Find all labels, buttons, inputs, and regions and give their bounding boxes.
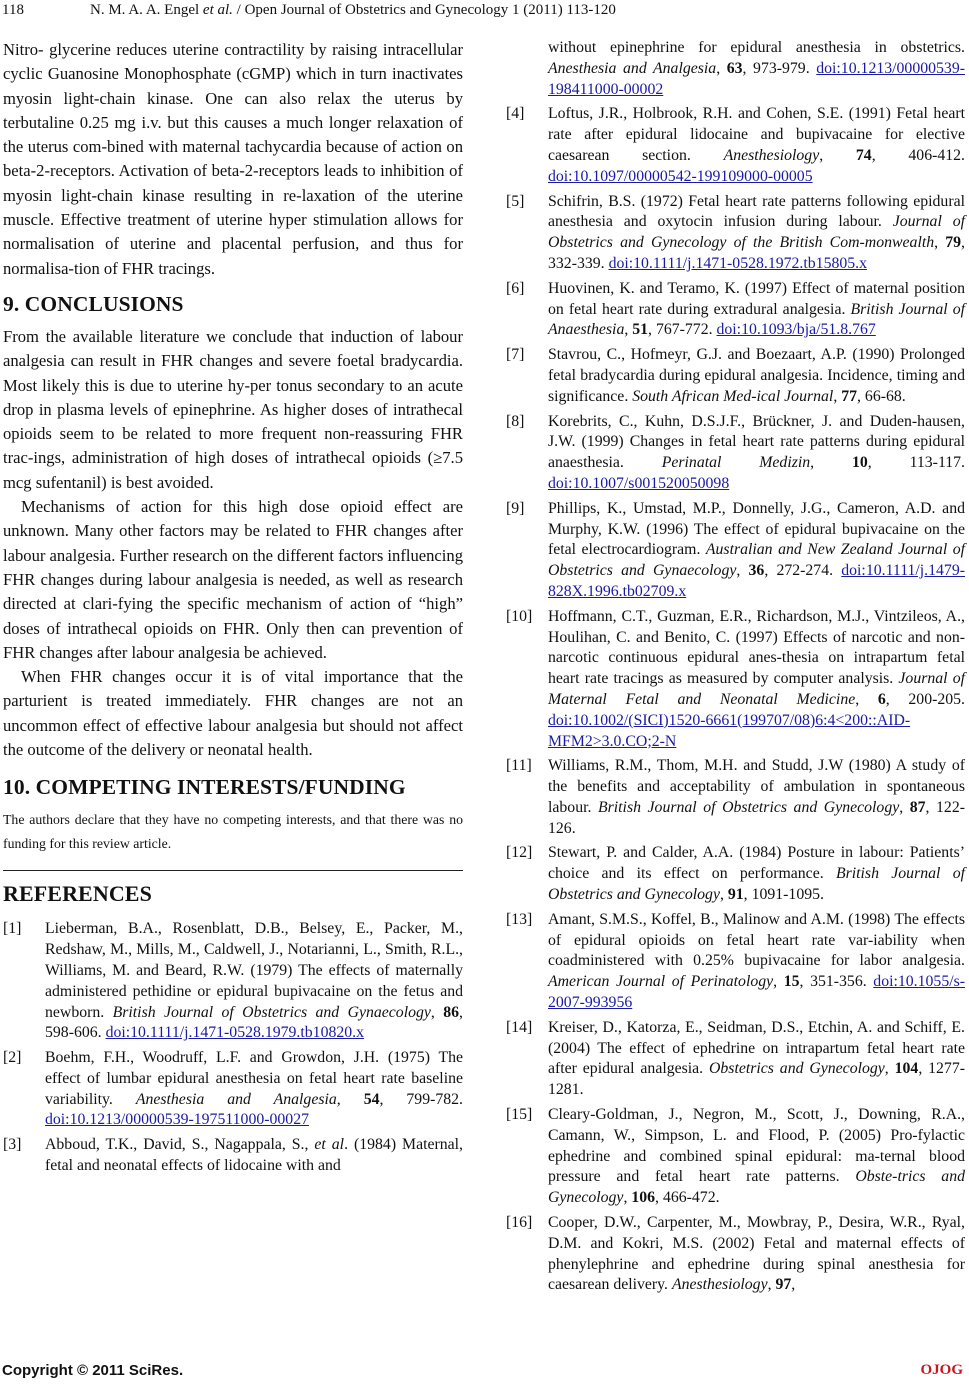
- reference-body: Huovinen, K. and Teramo, K. (1997) Effect of maternal position on fetal heart rate during extradural analgesia. British Journal of Anaesthesia, 51, 767-772. doi:10.1093/bja/51.8.767: [548, 279, 965, 339]
- reference-body: Williams, R.M., Thom, M.H. and Studd, J.W (1980) A study of the benefits and acceptability of ambulation in spontaneous labour. British Journal of Obstetrics and Gynecology, 87, 122-126.: [548, 757, 965, 837]
- reference-volume: 86: [443, 1003, 460, 1021]
- reference-number: [13]: [506, 910, 533, 928]
- reference-item: [506, 279, 965, 341]
- right-column: [506, 38, 965, 1300]
- reference-journal: Anesthesia and Analgesia: [548, 59, 717, 77]
- reference-body: Cooper, D.W., Carpenter, M., Mowbray, P., Desira, W.R., Ryal, D.M. and Kokri, M.S. (2002) Fetal and maternal effects of phenylephrine and ephedrine during spinal anesthesia for caesarean delivery. Anesthesiology, 97,: [548, 1214, 965, 1294]
- reference-number: [3]: [3, 1136, 22, 1154]
- reference-item: [506, 499, 965, 603]
- reference-body: Loftus, J.R., Holbrook, R.H. and Cohen, S.E. (1991) Fetal heart rate after epidural lidocaine and bupivacaine for elective caesarean section. Anesthesiology, 74, 406-412. doi:10.1097/00000542-199109000-00005: [548, 105, 965, 185]
- reference-item: [506, 1105, 965, 1209]
- reference-text: Cooper, D.W., Carpenter, M., Mowbray, P., Desira, W.R., Ryal, D.M. and Kokri, M.S. (2002) Fetal and maternal effects of phenylephrine and ephedrine during spinal anesthesia for caesarean delivery.: [548, 1214, 965, 1294]
- reference-volume: 54: [363, 1090, 380, 1108]
- header-etal: et al.: [202, 2, 233, 18]
- doi-link[interactable]: doi:10.1111/j.1471-0528.1972.tb15805.x: [608, 254, 868, 272]
- references-divider: [3, 870, 463, 871]
- reference-item-continued: [506, 38, 965, 100]
- reference-text: Korebrits, C., Kuhn, D.S.J.F., Brückner, J. and Duden-hausen, J.W. (1999) Changes in fetal heart rate patterns during epidural anaesthesia.: [548, 412, 965, 472]
- reference-pages: , 200-205.: [885, 690, 966, 708]
- reference-item: [506, 104, 965, 187]
- header-authors: N. M. A. A. Engel: [90, 2, 203, 18]
- reference-number: [8]: [506, 412, 525, 430]
- reference-body: Cleary-Goldman, J., Negron, M., Scott, J., Downing, R.A., Camann, W., Simpson, L. and Flood, P. (2005) Pro-fylactic ephedrine and combined spinal epidural: ma-ternal blood pressure and fetal heart rate patterns. Obste-trics and Gynecology, 106, 466-472.: [548, 1106, 965, 1207]
- reference-text: Phillips, K., Umstad, M.P., Donnelly, J.G., Cameron, A.D. and Murphy, K.W. (1996) The effect of epidural bupivacaine on the fetal electrocardiogram.: [548, 499, 965, 559]
- reference-journal: Anesthesia and Analgesia: [135, 1090, 337, 1108]
- reference-volume: 77: [841, 387, 858, 405]
- reference-journal: Anesthesiology: [671, 1276, 768, 1294]
- reference-pages: , 122-126.: [548, 798, 965, 837]
- reference-number: [9]: [506, 499, 525, 517]
- reference-text: Kreiser, D., Katorza, E., Seidman, D.S., Etchin, A. and Schiff, E. (2004) The effect of ephedrine on intrapartum fetal heart rate after epidural analgesia.: [548, 1018, 965, 1078]
- doi-link[interactable]: doi:10.1007/s001520050098: [548, 474, 730, 492]
- reference-volume: 97: [775, 1276, 792, 1294]
- competing-interests-text: The authors declare that they have no competing interests, and that there was no funding for this review article.: [3, 812, 463, 852]
- reference-pages: , 332-339.: [548, 234, 965, 272]
- reference-continuation: without epinephrine for epidural anesthesia in obstetrics.: [548, 39, 965, 56]
- reference-pages: , 1091-1095.: [743, 886, 824, 904]
- reference-number: [4]: [506, 105, 525, 123]
- reference-pages: , 113-117.: [867, 454, 965, 472]
- reference-body: Hoffmann, C.T., Guzman, E.R., Richardson, M.J., Vintzileos, A., Houlihan, C. and Benito, C. (1997) Effects of narcotic and non-narcotic continuous epidural anes-thesia on intrapartum fetal heart rate tracings as measured by computer analysis. Journal of Maternal Fetal and Neonatal Medicine, 6, 200-205. doi:10.1002/(SICI)1520-6661(199707/08)6:4<200::AID-MFM2>3.0.CO;2-N: [548, 607, 966, 750]
- reference-text: Boehm, F.H., Woodruff, L.F. and Growdon, J.H. (1975) The effect of lumbar epidural anesthesia on fetal heart rate baseline variability.: [45, 1049, 463, 1108]
- reference-journal: Perinatal Medizin: [661, 454, 811, 472]
- section-9-heading: 9. CONCLUSIONS: [3, 291, 184, 316]
- reference-volume: 63: [726, 59, 743, 77]
- reference-body: Stewart, P. and Calder, A.A. (1984) Posture in labour: Patients’ choice and its effect on performance. British Journal of Obstetrics and Gynecology, 91, 1091-1095.: [548, 844, 965, 904]
- reference-pages: ,: [791, 1276, 796, 1294]
- reference-number: [6]: [506, 279, 525, 297]
- doi-link[interactable]: doi:10.1093/bja/51.8.767: [716, 321, 876, 339]
- reference-journal: Australian and New Zealand Journal of Obstetrics and Gynaecology: [548, 541, 965, 580]
- reference-pages: , 66-68.: [857, 387, 906, 405]
- reference-volume: 106: [631, 1189, 656, 1207]
- reference-pages: , 767-772.: [648, 321, 717, 339]
- reference-volume: 87: [909, 798, 926, 816]
- reference-pages: , 351-356.: [799, 973, 874, 991]
- reference-journal: British Journal of Obstetrics and Gynaecology: [112, 1003, 431, 1021]
- reference-text: Cleary-Goldman, J., Negron, M., Scott, J., Downing, R.A., Camann, W., Simpson, L. and Flood, P. (2005) Pro-fylactic ephedrine and combined spinal epidural: ma-ternal blood pressure and fetal heart rate patterns.: [548, 1106, 965, 1186]
- doi-link[interactable]: doi:10.1213/00000539-198411000-00002: [548, 59, 965, 98]
- reference-volume: 36: [748, 562, 765, 580]
- reference-volume: 15: [783, 973, 800, 991]
- doi-link[interactable]: doi:10.1002/(SICI)1520-6661(199707/08)6:4<200::AID-MFM2>3.0.CO;2-N: [548, 711, 911, 750]
- reference-volume: 104: [894, 1060, 919, 1078]
- journal-abbreviation: OJOG: [920, 1362, 963, 1378]
- reference-journal: Obstetrics and Gynecology: [709, 1060, 885, 1078]
- reference-pages: , 406-412.: [871, 146, 965, 164]
- reference-body: Phillips, K., Umstad, M.P., Donnelly, J.G., Cameron, A.D. and Murphy, K.W. (1996) The effect of epidural bupivacaine on the fetal electrocardiogram. Australian and New Zealand Journal of Obstetrics and Gynaecology, 36, 272-274. doi:10.1111/j.1479-828X.1996.tb02709.x: [548, 499, 965, 600]
- doi-link[interactable]: doi:10.1097/00000542-199109000-00005: [548, 167, 813, 185]
- reference-body: Schifrin, B.S. (1972) Fetal heart rate patterns following epidural anesthesia and oxytocin infusion during labour. Journal of Obstetrics and Gynecology of the British Com-monwealth, 79, 332-339. doi:10.1111/j.1471-0528.1972.tb15805.x: [548, 192, 965, 272]
- reference-body: without epinephrine for epidural anesthesia in obstetrics. Anesthesia and Analgesia, 63, 973-979. doi:10.1213/00000539-198411000-00002: [548, 39, 965, 98]
- reference-text: Williams, R.M., Thom, M.H. and Studd, J.W (1980) A study of the benefits and acceptability of ambulation in spontaneous labour.: [548, 757, 965, 816]
- conclusions-paragraph-1: From the available literature we conclude that induction of labour analgesia can result in FHR changes and severe foetal bradycardia. Most likely this is due to uterine hy-per tonus secondary to an acute drop in plasma levels of epinephrine. As higher doses of intrathecal opioids seem to be related to more frequent non-reassuring FHR trac-ings, administration of high doses of intrathecal opioids (≥7.5 mcg sufentanil) is best avoided.: [3, 326, 463, 492]
- reference-number: [5]: [506, 192, 525, 210]
- doi-link[interactable]: doi:10.1111/j.1471-0528.1979.tb10820.x: [105, 1024, 365, 1042]
- reference-journal: Journal of Maternal Fetal and Neonatal Medicine: [548, 670, 965, 708]
- page-footer: [0, 1362, 969, 1384]
- reference-number: [12]: [506, 844, 533, 862]
- reference-text: Abboud, T.K., David, S., Nagappala, S.,: [45, 1136, 315, 1154]
- reference-body: Lieberman, B.A., Rosenblatt, D.B., Belsey, E., Packer, M., Redshaw, M., Mills, M., Caldwell, J., Notarianni, L., Smith, R.L., Williams, M. and Beard, R.W. (1979) The effects of maternally administered pethidine or epidural bupivacaine on the fetus and newborn. British Journal of Obstetrics and Gynaecology, 86, 598-606. doi:10.1111/j.1471-0528.1979.tb10820.x: [45, 920, 463, 1042]
- reference-etal: et al: [314, 1136, 345, 1154]
- reference-journal: American Journal of Perinatology: [548, 973, 774, 991]
- reference-body: Boehm, F.H., Woodruff, L.F. and Growdon, J.H. (1975) The effect of lumbar epidural anesthesia on fetal heart rate baseline variability. Anesthesia and Analgesia, 54, 799-782. doi:10.1213/00000539-197511000-00027: [45, 1049, 464, 1129]
- doi-link[interactable]: doi:10.1111/j.1479-828X.1996.tb02709.x: [548, 562, 965, 600]
- section-10-heading: 10. COMPETING INTERESTS/FUNDING: [3, 775, 406, 800]
- reference-item: [506, 1213, 965, 1296]
- reference-pages: , 799-782.: [379, 1090, 464, 1108]
- references-heading: REFERENCES: [3, 881, 152, 907]
- reference-number: [14]: [506, 1018, 533, 1036]
- reference-item: [506, 345, 965, 407]
- reference-item: [506, 1018, 965, 1101]
- reference-journal: Obste-trics and Gynecology: [548, 1168, 965, 1207]
- reference-text: Amant, S.M.S., Koffel, B., Malinow and A.M. (1998) The effects of epidural opioids on fetal heart rate var-iability when coadministered with 0.25% bupivacaine for labor analgesia.: [548, 910, 965, 970]
- running-header: [0, 2, 969, 22]
- reference-journal: South African Med-ical Journal: [632, 387, 834, 405]
- header-journal-citation: / Open Journal of Obstetrics and Gynecology 1 (2011) 113-120: [232, 2, 616, 18]
- reference-item: [506, 910, 965, 1014]
- reference-item: [3, 1048, 463, 1131]
- reference-volume: 74: [855, 146, 872, 164]
- reference-pages: , 973-979.: [742, 59, 817, 77]
- reference-number: [2]: [3, 1049, 22, 1067]
- reference-text: Hoffmann, C.T., Guzman, E.R., Richardson, M.J., Vintzileos, A., Houlihan, C. and Benito, C. (1997) Effects of narcotic and non-narcotic continuous epidural anes-thesia on intrapartum fetal heart rate tracings as measured by computer analysis.: [548, 607, 965, 688]
- reference-item: [3, 1135, 463, 1177]
- reference-volume: 6: [877, 690, 886, 708]
- reference-body: Korebrits, C., Kuhn, D.S.J.F., Brückner, J. and Duden-hausen, J.W. (1999) Changes in fetal heart rate patterns during epidural anaesthesia. Perinatal Medizin, 10, 113-117. doi:10.1007/s001520050098: [548, 412, 965, 492]
- reference-item: [3, 919, 463, 1044]
- reference-item: [506, 412, 965, 495]
- reference-journal: Anesthesiology: [723, 146, 820, 164]
- reference-list-right: [506, 38, 965, 1296]
- reference-text: Stavrou, C., Hofmeyr, G.J. and Boezaart, A.P. (1990) Prolonged fetal bradycardia during epidural analgesia. Incidence, timing and significance.: [548, 346, 965, 405]
- reference-number: [11]: [506, 757, 532, 775]
- reference-pages: , 598-606.: [45, 1003, 463, 1042]
- reference-pages: , 466-472.: [655, 1189, 720, 1207]
- page-number: 118: [2, 2, 24, 18]
- reference-volume: 91: [727, 886, 744, 904]
- reference-body: Stavrou, C., Hofmeyr, G.J. and Boezaart, A.P. (1990) Prolonged fetal bradycardia during epidural analgesia. Incidence, timing and significance. South African Med-ical Journal, 77, 66-68.: [548, 346, 965, 405]
- reference-list-left: [3, 919, 463, 1177]
- reference-body: Amant, S.M.S., Koffel, B., Malinow and A.M. (1998) The effects of epidural opioids on fetal heart rate var-iability when coadministered with 0.25% bupivacaine for labor analgesia. American Journal of Perinatology, 15, 351-356. doi:10.1055/s-2007-993956: [548, 910, 966, 1012]
- reference-body: [45, 1135, 463, 1177]
- reference-pages: , 272-274.: [764, 562, 842, 580]
- reference-number: [7]: [506, 346, 525, 364]
- reference-journal: British Journal of Obstetrics and Gynecology: [597, 798, 900, 816]
- reference-volume: 10: [851, 454, 868, 472]
- reference-number: [10]: [506, 607, 533, 625]
- reference-item: [506, 192, 965, 275]
- conclusions-paragraph-2: Mechanisms of action for this high dose opioid effect are unknown. Many other factors may be related to FHR changes after labour analgesia. Further research on the different factors influencing FHR changes during labour analgesia is needed, as well as research directed at clari-fying the specific mechanism of action of “high” doses of intrathecal opioids on FHR. Only then can prevention of FHR changes after labour analgesia be achieved.: [3, 497, 463, 662]
- reference-text: Huovinen, K. and Teramo, K. (1997) Effect of maternal position on fetal heart rate during extradural analgesia.: [548, 279, 965, 318]
- reference-pages: , 1277-1281.: [548, 1060, 965, 1099]
- reference-body: Kreiser, D., Katorza, E., Seidman, D.S., Etchin, A. and Schiff, E. (2004) The effect of ephedrine on intrapartum fetal heart rate after epidural analgesia. Obstetrics and Gynecology, 104, 1277-1281.: [548, 1018, 965, 1099]
- reference-text: Stewart, P. and Calder, A.A. (1984) Posture in labour: Patients’ choice and its effect on performance.: [548, 844, 965, 883]
- reference-number: [1]: [3, 920, 22, 938]
- running-title: [90, 2, 616, 19]
- reference-item: [506, 756, 965, 839]
- conclusions-paragraph-3: When FHR changes occur it is of vital importance that the parturient is treated immediately. FHR changes are not an uncommon effect of effective labour analgesia but should not affect the outcome of the delivery or neonatal health.: [3, 667, 463, 760]
- reference-journal: British Journal of Anaesthesia: [548, 300, 965, 339]
- left-column: [3, 38, 463, 1181]
- reference-journal: Journal of Obstetrics and Gynecology of the British Com-monwealth: [548, 213, 965, 252]
- reference-text-continued: . (1984) Maternal, fetal and neonatal effects of lidocaine with and: [45, 1136, 463, 1175]
- reference-volume: 79: [945, 234, 962, 252]
- reference-number: [16]: [506, 1214, 533, 1232]
- reference-item: [506, 607, 965, 753]
- reference-volume: 51: [632, 321, 649, 339]
- reference-text: Loftus, J.R., Holbrook, R.H. and Cohen, S.E. (1991) Fetal heart rate after epidural lidocaine and bupivacaine for elective caesarean section.: [548, 105, 965, 164]
- intro-paragraph: Nitro- glycerine reduces uterine contractility by raising intracellular cyclic Guanosine Monophosphate (cGMP) which in turn inactivates myosin light-chain kinase. One can also relax the uterus by terbutaline 0.25 mg i.v. but this causes a much longer relaxation of the uterus com-bined with maternal tachycardia because of action on beta-2-receptors. Activation of beta-2-receptors leads to inhibition of myosin light-chain kinase resulting in re-laxation of the uterine muscle. Effective treatment of uterine hyper stimulation allows for normalisation of uterine and placental perfusion, and thus for normalisa-tion of FHR tracings.: [3, 40, 463, 278]
- reference-text: Lieberman, B.A., Rosenblatt, D.B., Belsey, E., Packer, M., Redshaw, M., Mills, M., Caldwell, J., Notarianni, L., Smith, R.L., Williams, M. and Beard, R.W. (1979) The effects of maternally administered pethidine or epidural bupivacaine on the fetus and newborn.: [45, 920, 463, 1021]
- reference-text: Schifrin, B.S. (1972) Fetal heart rate patterns following epidural anesthesia and oxytocin infusion during labour.: [548, 192, 965, 231]
- reference-item: [506, 843, 965, 905]
- copyright-notice: Copyright © 2011 SciRes.: [2, 1362, 184, 1379]
- doi-link[interactable]: doi:10.1055/s-2007-993956: [548, 973, 966, 1012]
- reference-number: [15]: [506, 1106, 533, 1124]
- reference-journal: British Journal of Obstetrics and Gynecology: [548, 865, 965, 904]
- doi-link[interactable]: doi:10.1213/00000539-197511000-00027: [45, 1111, 310, 1129]
